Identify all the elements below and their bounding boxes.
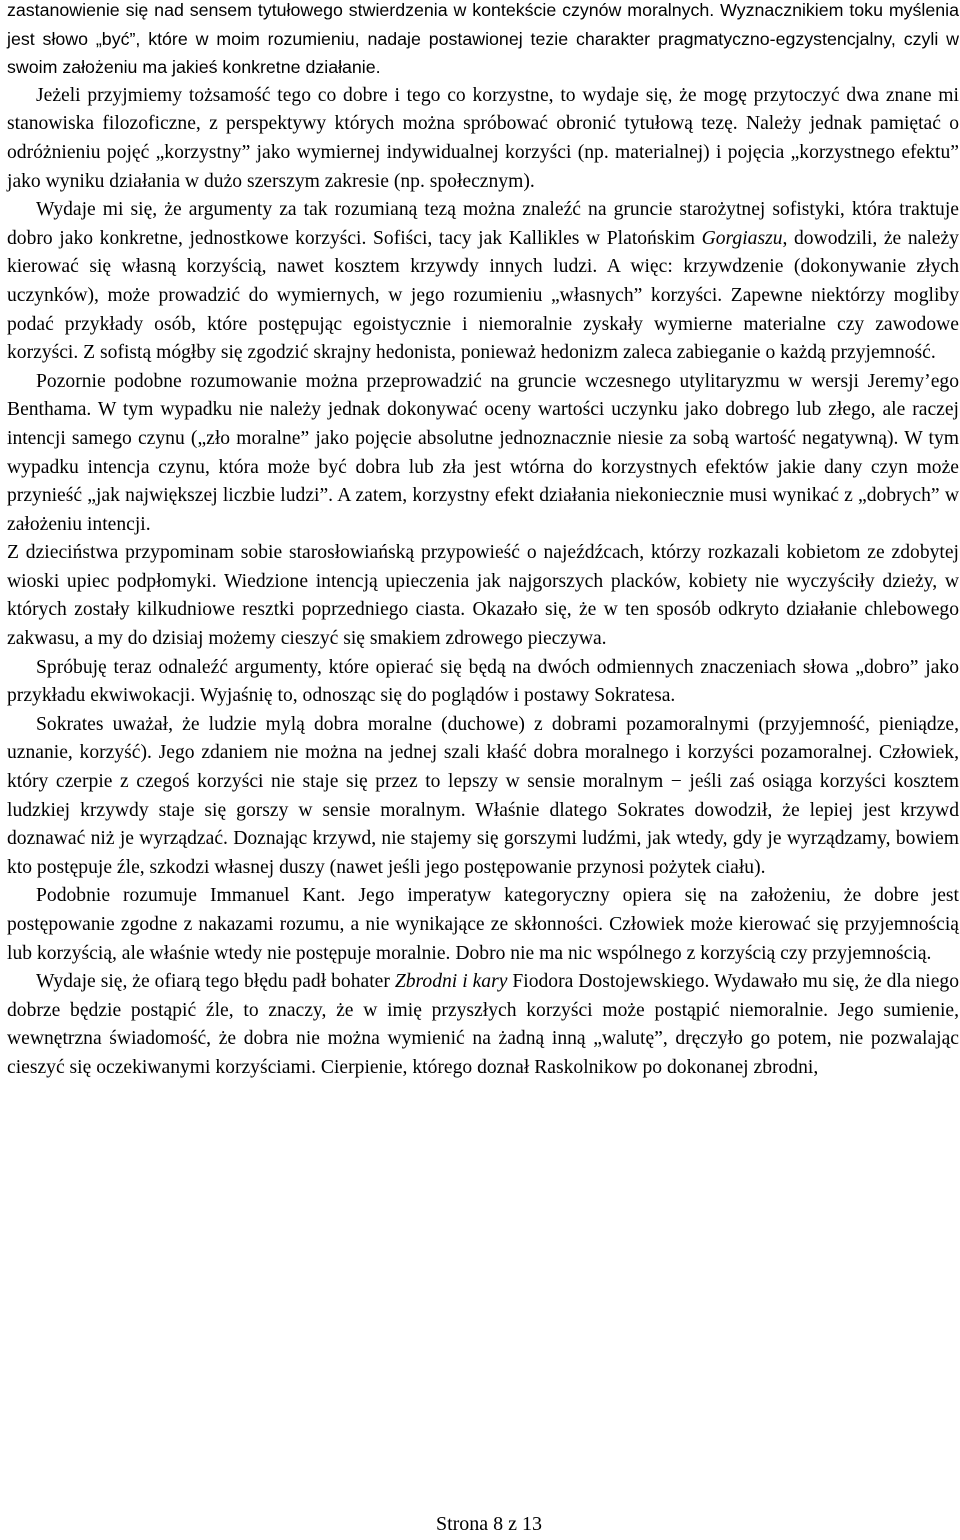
paragraph [7,368,959,540]
text-segment: Sokrates uważał, że ludzie mylą dobra moralne (duchowe) z dobrami pozamoralnymi (przyjemność, pieniądze, uznanie, korzyść). Jego zdaniem nie można na jednej szali kłaść dobra moralnego i korzyści pozamoralnej. Człowiek, który czerpie z czegoś korzyści nie staje się przez to lepszy w sensie moralnym − jeśli zaś osiąga korzyści kosztem ludzkiej krzywdy staje się gorszy w sensie moralnym. Właśnie dlatego Sokrates dowodził, że lepiej jest krzywd doznawać niż je wyrządzać. Doznając krzywd, nie stajemy się gorszymi ludźmi, jak wtedy, gdy je wyrządzamy, bowiem kto postępuje źle, szkodzi własnej duszy (nawet jeśli jego postępowanie przynosi pożytek ciału). [7,713,959,878]
paragraph [7,0,959,82]
document-body [7,0,959,1083]
paragraph [7,539,959,653]
text-segment: Spróbuję teraz odnaleźć argumenty, które opierać się będą na dwóch odmiennych znaczeniach słowa „dobro” jako przykładu ekwiwokacji. Wyjaśnię to, odnosząc się do poglądów i postawy Sokratesa. [7,656,959,707]
text-segment: Jeżeli przyjmiemy tożsamość tego co dobre i tego co korzystne, to wydaje się, że mogę przytoczyć dwa znane mi stanowiska filozoficzne, z perspektywy których można spróbować obronić tytułową tezę. Należy jednak pamiętać o odróżnieniu pojęć „korzystny” jako wymiernej indywidualnej korzyści (np. materialnej) i pojęcia „korzystnego efektu” jako wyniku działania w dużo szerszym zakresie (np. społecznym). [7,84,959,192]
italic-title: Gorgiaszu [701,227,783,249]
page-number-footer: Strona 8 z 13 [435,1513,543,1535]
paragraph [7,654,959,711]
paragraph [7,968,959,1082]
italic-title: Zbrodni i kary [394,971,508,993]
paragraph [7,82,959,196]
text-segment: Podobnie rozumuje Immanuel Kant. Jego imperatyw kategoryczny opiera się na założeniu, że dobre jest postępowanie zgodne z nakazami rozumu, a nie wynikające ze skłonności. Człowiek może kierować się przyjemnością lub korzyścią, ale właśnie wtedy nie postępuje moralnie. Dobro nie ma nic wspólnego z korzyścią czy przyjemnością. [7,885,959,964]
text-segment: Pozornie podobne rozumowanie można przeprowadzić na gruncie wczesnego utylitaryzmu w wersji Jeremy’ego Benthama. W tym wypadku nie należy jednak dokonywać oceny wartości uczynku jako dobrego lub złego, ale raczej intencji samego czynu („zło moralne” jako pojęcie absolutne jednoznacznie niesie za sobą wartość negatywną). W tym wypadku intencja czynu, która może być dobra lub zła jest wtórna do korzystnych efektów jakie dany czyn może przynieść „jak największej liczbie ludzi”. A zatem, korzystny efekt działania niekoniecznie musi wynikać z „dobrych” w założeniu intencji. [7,370,959,535]
document-page [7,0,959,1540]
text-segment: Z dzieciństwa przypominam sobie starosłowiańską przypowieść o najeźdźcach, którzy rozkazali kobietom ze zdobytej wioski upiec podpłomyki. Wiedzione intencją upieczenia jak najgorszych placków, kobiety nie wyczyściły dzieży, w których zostały kilkudniowe resztki poprzedniego ciasta. Okazało się, że w ten sposób odkryto działanie chlebowego zakwasu, a my do dzisiaj możemy cieszyć się smakiem zdrowego pieczywa. [7,542,959,650]
text-segment: Wydaje mi się, że argumenty za tak rozumianą tezą można znaleźć na gruncie starożytnej sofistyki, która traktuje dobro jako konkretne, jednostkowe korzyści. Sofiści, tacy jak Kallikles w Platońskim [7,199,959,249]
text-segment: Fiodora Dostojewskiego. Wydawało mu się, że dla niego dobrze będzie postąpić źle, to znaczy, że w imię przyszłych korzyści może postąpić niemoralnie. Jego sumienie, wewnętrzna świadomość, że dobra nie można wymienić na żadną inną „walutę”, dręczyło go potem, nie pozwalając cieszyć się oczekiwanymi korzyściami. Cierpienie, którego doznał Raskolnikow po dokonanej zbrodni, [7,971,960,1078]
text-segment: Wydaje się, że ofiarą tego błędu padł bohater [36,971,395,993]
text-segment: , dowodzili, że należy kierować się własną korzyścią, nawet kosztem krzywdy innych ludzi. A więc: krzywdzenie (dokonywanie złych uczynków), może prowadzić do wymiernych, w jego rozumieniu „własnych” korzyści. Zapewne niektórzy mogliby podać przykłady osób, które postępując egoistycznie i niemoralnie zyskały wymierne materialne czy zawodowe korzyści. Z sofistą mógłby się zgodzić skrajny hedonista, ponieważ hedonizm zaleca zabieganie o każdą przyjemność. [7,227,959,364]
text-segment: zastanowienie się nad sensem tytułowego stwierdzenia w kontekście czynów moralnych. Wyznacznikiem toku myślenia jest słowo „być”, które w moim rozumieniu, nadaje postawionej tezie charakter pragmatyczno-egzystencjalny, czyli w swoim założeniu ma jakieś konkretne działanie. [7,0,959,78]
paragraph [7,711,959,883]
paragraph [7,882,959,968]
paragraph [7,196,959,368]
